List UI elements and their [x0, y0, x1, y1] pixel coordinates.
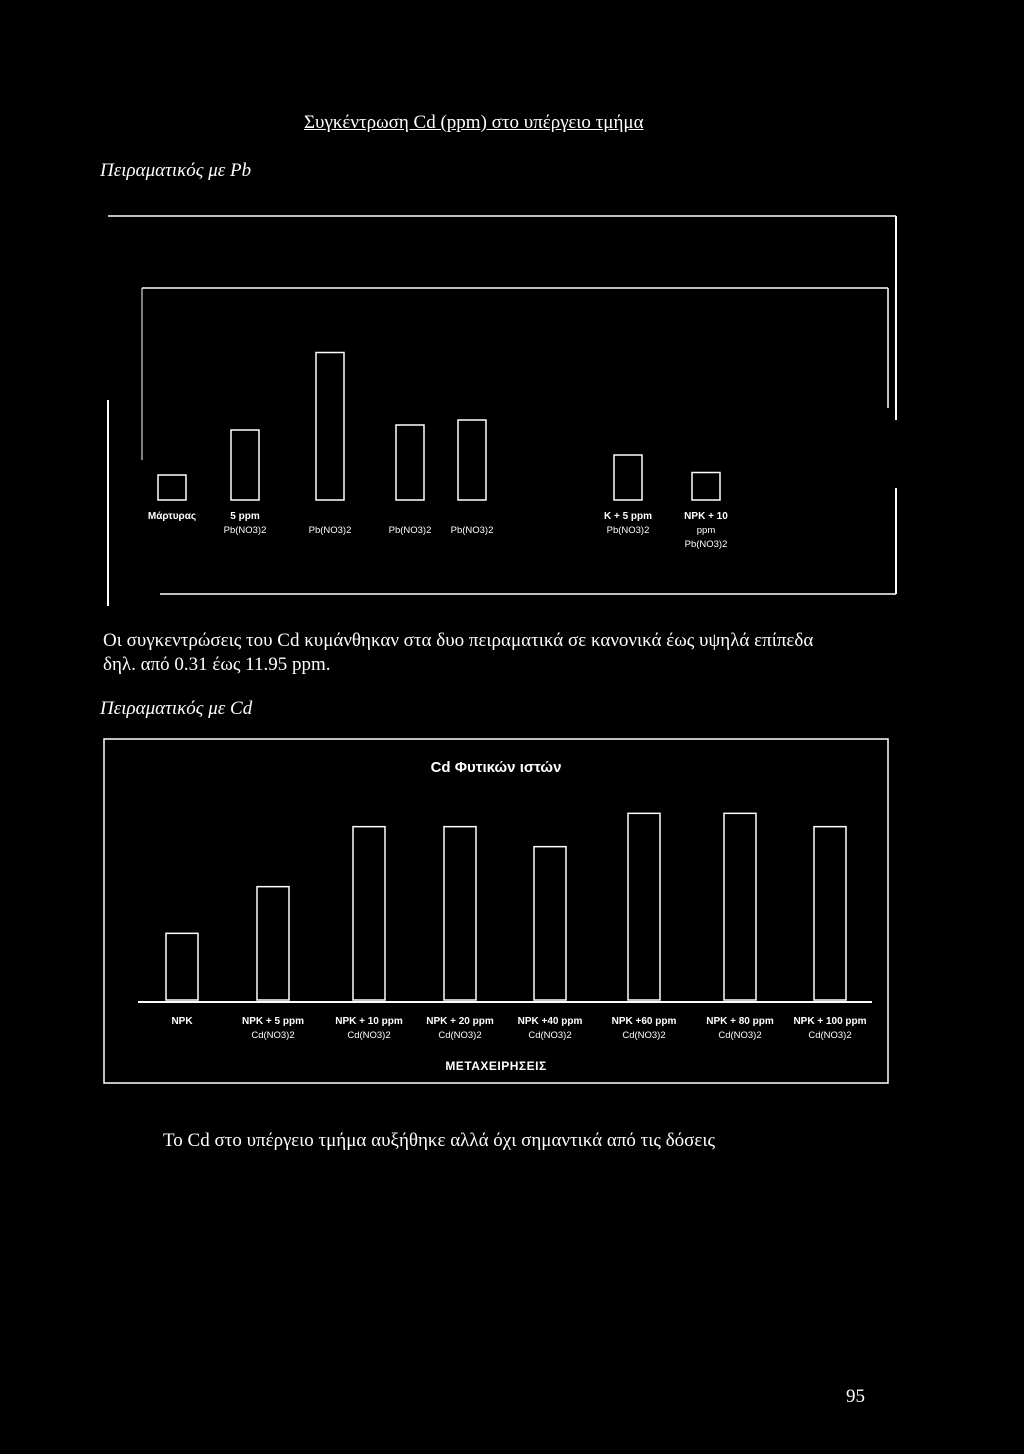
paragraph-line-2: δηλ. από 0.31 έως 11.95 ppm. — [103, 654, 331, 675]
tick-label: K + 5 ppm — [603, 511, 653, 522]
tick-label: Cd(NO3)2 — [347, 1030, 391, 1041]
tick-label: Pb(NO3)2 — [223, 525, 267, 536]
bar-2 — [257, 887, 289, 1000]
conclusion-text: Το Cd στο υπέργειο τμήμα αυξήθηκε αλλά όχι σημαντικά από τις δόσεις — [163, 1130, 716, 1151]
tick-label: NPK + 10 ppm — [335, 1016, 403, 1027]
tick-label: NPK — [171, 1016, 193, 1027]
chart1-heading: Συγκέντρωση Cd (ppm) στο υπέργειο τμήμα — [304, 112, 644, 133]
tick-label: Μάρτυρας — [147, 511, 197, 522]
tick-label: 5 ppm — [230, 511, 260, 522]
tick-label: Pb(NO3)2 — [684, 539, 728, 550]
tick-label: NPK + 80 ppm — [706, 1016, 774, 1027]
tick-label: NPK +60 ppm — [611, 1016, 677, 1027]
tick-label: ppm — [696, 525, 716, 536]
paragraph-line-1: Οι συγκεντρώσεις του Cd κυμάνθηκαν στα δυο πειραματικά σε κανονικά έως υψηλά επίπεδα — [103, 630, 814, 651]
experiment-cd-label: Πειραματικός με Cd — [100, 698, 253, 719]
tick-label: Cd(NO3)2 — [718, 1030, 762, 1041]
tick-label: Pb(NO3)2 — [308, 525, 352, 536]
chart2-title: Cd Φυτικών ιστών — [430, 759, 562, 776]
bar-4 — [444, 827, 476, 1000]
bar-8 — [814, 827, 846, 1000]
tick-label: Cd(NO3)2 — [808, 1030, 852, 1041]
page-number: 95 — [846, 1386, 865, 1407]
tick-label: Pb(NO3)2 — [606, 525, 650, 536]
tick-label: Cd(NO3)2 — [528, 1030, 572, 1041]
chart2-x-axis-title: ΜΕΤΑΧΕΙΡΗΣΕΙΣ — [445, 1059, 547, 1073]
tick-label: NPK + 20 ppm — [426, 1016, 494, 1027]
tick-label: NPK +40 ppm — [517, 1016, 583, 1027]
bar-1 — [166, 933, 198, 1000]
tick-label: Cd(NO3)2 — [438, 1030, 482, 1041]
bar-3 — [353, 827, 385, 1000]
tick-label: Cd(NO3)2 — [251, 1030, 295, 1041]
bar-6 — [628, 813, 660, 1000]
tick-label: Pb(NO3)2 — [388, 525, 432, 536]
tick-label: NPK + 5 ppm — [242, 1016, 304, 1027]
tick-label: Pb(NO3)2 — [450, 525, 494, 536]
bar-5 — [534, 847, 566, 1000]
tick-label: Cd(NO3)2 — [622, 1030, 666, 1041]
chart2-frame — [104, 739, 888, 1083]
experiment-pb-label: Πειραματικός με Pb — [100, 160, 252, 181]
tick-label: NPK + 10 — [684, 511, 728, 522]
bar-7 — [724, 813, 756, 1000]
tick-label: NPK + 100 ppm — [793, 1016, 867, 1027]
